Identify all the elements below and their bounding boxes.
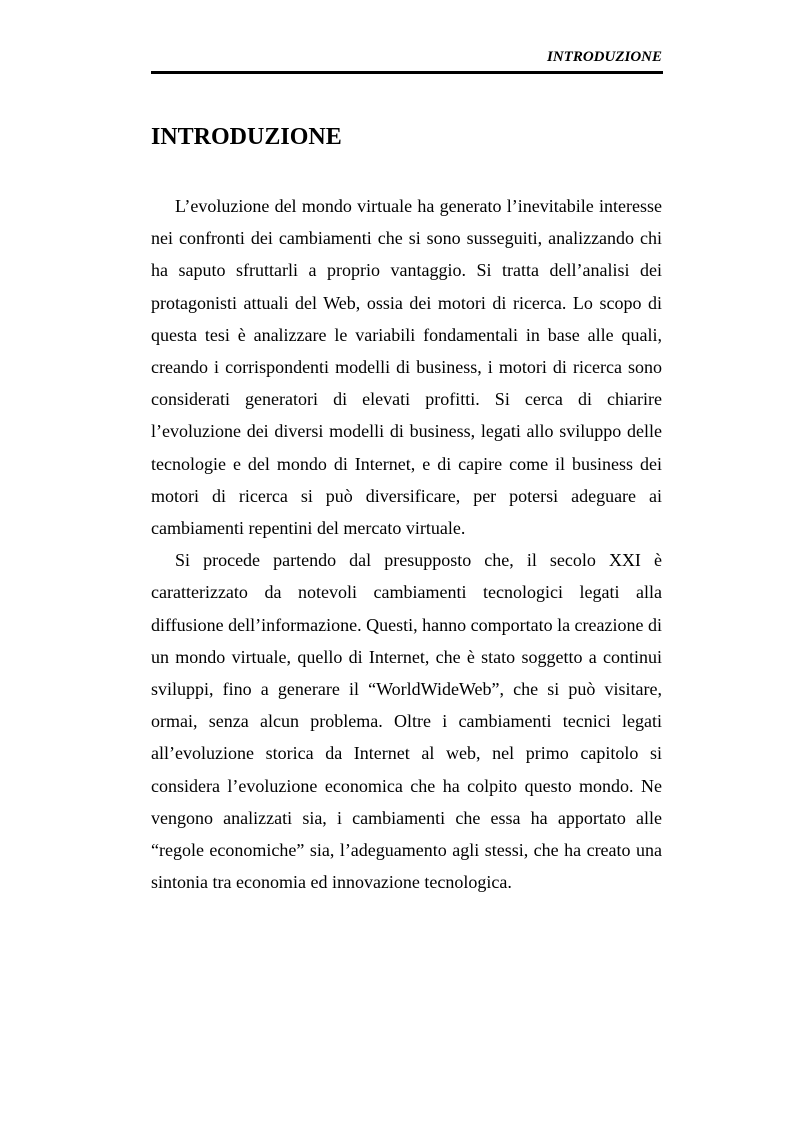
paragraph-1: L’evoluzione del mondo virtuale ha generato l’inevitabile interesse nei confronti dei cambiamenti che si sono susseguiti, analizzando chi ha saputo sfruttarli a proprio vantaggio. Si tratta dell’analisi dei protagonisti attuali del Web, ossia dei motori di ricerca. Lo scopo di questa tesi è analizzare le variabili fondamentali in base alle quali, creando i corrispondenti modelli di business, i motori di ricerca sono considerati generatori di elevati profitti. Si cerca di chiarire l’evoluzione dei diversi modelli di business, legati allo sviluppo delle tecnologie e del mondo di Internet, e di capire come il business dei motori di ricerca si può diversificare, per potersi adeguare ai cambiamenti repentini del mercato virtuale. [151,196,662,539]
header-rule [151,71,663,74]
chapter-title: INTRODUZIONE [151,124,342,150]
running-header: INTRODUZIONE [546,49,662,65]
paragraph-2: Si procede partendo dal presupposto che, il secolo XXI è caratterizzato da notevoli cambiamenti tecnologici legati alla diffusione dell’informazione. Questi, hanno comportato la creazione di un mondo virtuale, quello di Internet, che è stato soggetto a continui sviluppi, fino a generare il “WorldWideWeb”, che si può visitare, ormai, senza alcun problema. Oltre i cambiamenti tecnici legati all’evoluzione storica da Internet al web, nel primo capitolo si considera l’evoluzione economica che ha colpito questo mondo. Ne vengono analizzati sia, i cambiamenti che essa ha apportato alle “regole economiche” sia, l’adeguamento agli stessi, che ha creato una sintonia tra economia ed innovazione tecnologica. [151,550,662,893]
body-text [151,190,662,898]
